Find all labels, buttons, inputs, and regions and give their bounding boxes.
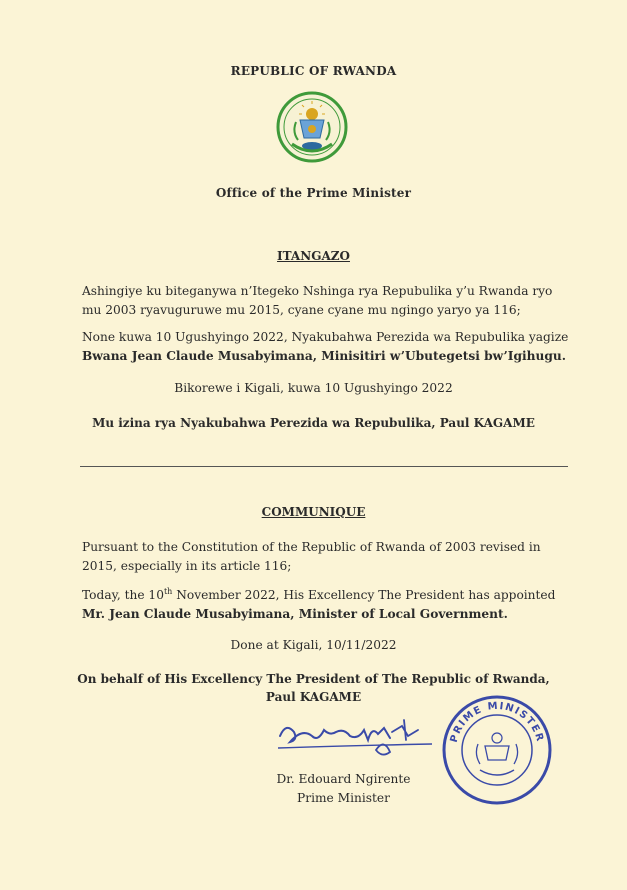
signature-icon — [272, 706, 442, 766]
rwanda-coat-of-arms-icon — [276, 90, 348, 164]
communique-title: COMMUNIQUE — [261, 505, 366, 519]
itangazo-on-behalf: Mu izina rya Nyakubahwa Perezida wa Repubulika, Paul KAGAME — [92, 416, 535, 430]
communique-appointee: Mr. Jean Claude Musabyimana, Minister of Local Government. — [82, 606, 508, 621]
prime-minister-seal-icon — [440, 694, 554, 806]
itangazo-paragraph-2-text: None kuwa 10 Ugushyingo 2022, Nyakubahwa Perezida wa Repubulika yagize — [82, 330, 569, 344]
itangazo-place-date: Bikorewe i Kigali, kuwa 10 Ugushyingo 2022 — [174, 381, 453, 395]
communique-on-behalf-line-2: Paul KAGAME — [265, 690, 362, 704]
communique-paragraph-1: Pursuant to the Constitution of the Republic of Rwanda of 2003 revised in 2015, especially in its article 116; — [82, 540, 541, 573]
office-heading: Office of the Prime Minister — [215, 186, 412, 200]
communique-on-behalf-line-1: On behalf of His Excellency The President of The Republic of Rwanda, — [77, 672, 550, 686]
itangazo-appointee: Bwana Jean Claude Musabyimana, Minisitiri w’Ubutegetsi bw’Igihugu. — [82, 348, 566, 363]
signatory-title: Prime Minister — [297, 791, 390, 805]
svg-text:PRIME MINISTER: PRIME MINISTER — [448, 700, 546, 744]
communique-paragraph-2 — [82, 583, 572, 623]
communique-paragraph-2-pre: Today, the 10 — [82, 588, 164, 603]
ordinal-suffix: th — [163, 587, 173, 596]
country-heading: REPUBLIC OF RWANDA — [230, 64, 397, 78]
communique-paragraph-2-post: November 2022, His Excellency The President has appointed — [172, 588, 556, 603]
itangazo-title: ITANGAZO — [277, 249, 350, 263]
signatory-name: Dr. Edouard Ngirente — [276, 772, 411, 786]
itangazo-paragraph-1: Ashingiye ku biteganywa n’Itegeko Nshinga rya Repubulika y’u Rwanda ryo mu 2003 ryavuguruwe mu 2015, cyane cyane mu ngingo yaryo ya 116; — [82, 284, 553, 317]
itangazo-paragraph-2 — [82, 328, 572, 365]
communique-place-date: Done at Kigali, 10/11/2022 — [230, 638, 397, 652]
section-divider — [80, 466, 568, 467]
